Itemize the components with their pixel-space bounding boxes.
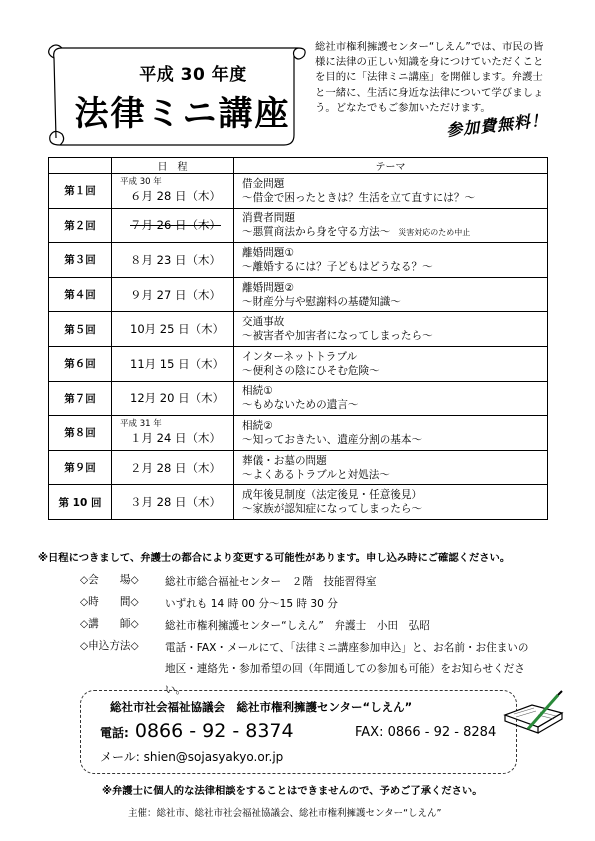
session-date-cell: [112, 174, 234, 209]
session-theme-text: ～借金で困ったときは？生活を立て直すには？～: [242, 191, 476, 204]
session-theme-text: ～よくあるトラブルと対処法～: [242, 468, 390, 481]
session-date: ８月 23 日（木）: [130, 252, 221, 267]
contact-organization: 総社市社会福祉協議会 総社市権利擁護センター“しえん”: [110, 700, 413, 714]
session-date: 12月 20 日（木）: [130, 391, 225, 406]
session-number: 第１回: [49, 174, 112, 209]
session-theme-title: 成年後見制度（法定後見・任意後見）: [242, 489, 423, 502]
table-row: [49, 450, 548, 485]
header-theme: テーマ: [234, 158, 548, 174]
schedule-table: [48, 157, 548, 520]
session-theme-text: ～財産分与や慰謝料の基礎知識～: [242, 295, 401, 308]
session-date: ９月 27 日（木）: [130, 287, 221, 302]
contact-email[interactable]: メール: shien@sojasyakyo.or.jp: [100, 750, 284, 764]
cancel-note: 災害対応のため中止: [398, 227, 471, 237]
table-row: [49, 381, 548, 416]
session-theme-subtitle: [242, 364, 546, 378]
session-date-cell: [112, 485, 234, 520]
session-theme-subtitle: [242, 502, 546, 516]
session-theme-title: 離婚問題①: [242, 246, 294, 259]
session-theme-cell: [234, 277, 548, 312]
session-theme-title: 相続②: [242, 419, 273, 432]
session-theme-text: ～便利さの陰にひそむ危険～: [242, 364, 380, 377]
session-date-cell: [112, 416, 234, 451]
table-row: [49, 416, 548, 451]
session-theme-text: ～被害者や加害者になってしまったら～: [242, 330, 433, 343]
free-admission-label: 参加費無料！: [445, 110, 549, 140]
session-theme-cell: [234, 243, 548, 278]
session-theme-cell: [234, 450, 548, 485]
session-number: 第６回: [49, 346, 112, 381]
session-date: 10月 25 日（木）: [130, 322, 225, 337]
session-theme-text: ～家族が認知症になってしまったら～: [242, 503, 423, 516]
session-theme-cell: [234, 346, 548, 381]
session-number: 第 10 回: [49, 485, 112, 520]
phone-label: 電話:: [100, 726, 129, 740]
session-theme-title: インターネットトラブル: [242, 350, 358, 363]
session-theme-cell: [234, 485, 548, 520]
session-theme-cell: [234, 312, 548, 347]
session-theme-subtitle: [242, 398, 546, 412]
session-number: 第２回: [49, 208, 112, 243]
contact-phone: [100, 720, 294, 742]
session-theme-cell: [234, 208, 548, 243]
session-theme-text: ～悪質商法から身を守る方法～: [242, 225, 391, 238]
session-date: １月 24 日（木）: [130, 431, 221, 446]
session-theme-cell: [234, 174, 548, 209]
session-date: ３月 28 日（木）: [130, 495, 221, 510]
session-date-cell: [112, 277, 234, 312]
header-number: [49, 158, 112, 174]
info-value: 電話・FAX・メールにて、「法律ミニ講座参加申込」と、お名前・お住まいの地区・連絡先・参加希望の回（年間通しての参加も可能）をお知らせください。: [165, 642, 529, 696]
session-date-cell: [112, 381, 234, 416]
session-date-cell: [112, 312, 234, 347]
info-lecturer: [80, 616, 550, 638]
table-row: [49, 346, 548, 381]
session-theme-cell: [234, 381, 548, 416]
session-number: 第３回: [49, 243, 112, 278]
sponsor-line: 主催：総社市、総社市社会福祉協議会、総社市権利擁護センター“しえん”: [128, 808, 442, 819]
session-theme-title: 借金問題: [242, 177, 285, 190]
info-label: ◇申込方法◇: [80, 640, 139, 652]
session-number: 第７回: [49, 381, 112, 416]
info-value: 総社市権利擁護センター“しえん” 弁護士 小田 弘昭: [165, 620, 430, 632]
session-theme-subtitle: [242, 295, 546, 309]
session-date: 11月 15 日（木）: [130, 356, 225, 371]
session-number: 第４回: [49, 277, 112, 312]
session-theme-subtitle: [242, 191, 546, 205]
info-label: ◇会 場◇: [80, 574, 139, 586]
phone-number[interactable]: 0866 - 92 - 8374: [134, 720, 294, 742]
table-header-row: [49, 158, 548, 174]
no-consultation-notice: ※弁護士に個人的な法律相談をすることはできませんので、予めご了承ください。: [102, 785, 483, 797]
session-date-cell: [112, 208, 234, 243]
table-row: [49, 174, 548, 209]
table-row: [49, 485, 548, 520]
info-time: [80, 594, 550, 616]
session-era: 平成 30 年: [120, 177, 162, 188]
session-number: 第５回: [49, 312, 112, 347]
session-theme-title: 離婚問題②: [242, 281, 294, 294]
schedule-change-notice: ※日程につきまして、弁護士の都合により変更する可能性があります。申し込み時にご確認ください。: [38, 552, 511, 564]
session-date-cell: [112, 450, 234, 485]
session-theme-text: ～もめないための遺言～: [242, 399, 359, 412]
table-row: [49, 312, 548, 347]
table-row: [49, 277, 548, 312]
info-venue: [80, 572, 550, 594]
session-number: 第９回: [49, 450, 112, 485]
session-date: ２月 28 日（木）: [130, 460, 221, 475]
session-theme-title: 消費者問題: [242, 211, 295, 224]
session-date-cell: [112, 346, 234, 381]
info-value: いずれも 14 時 00 分～15 時 30 分: [165, 598, 338, 610]
session-date: ７月 26 日（木）: [130, 218, 221, 233]
banner-era-title: 平成 30 年度: [139, 65, 247, 85]
session-theme-subtitle: [242, 468, 546, 482]
info-label: ◇時 間◇: [80, 596, 139, 608]
table-row: [49, 208, 548, 243]
session-theme-text: ～離婚するには？子どもはどうなる？～: [242, 260, 433, 273]
session-theme-cell: [234, 416, 548, 451]
session-date-cell: [112, 243, 234, 278]
event-info: [80, 572, 550, 704]
session-theme-subtitle: [242, 433, 546, 447]
page-title: 法律ミニ講座: [74, 94, 291, 134]
session-theme-text: ～知っておきたい、遺産分割の基本～: [242, 433, 423, 446]
book-pen-icon: [500, 685, 570, 745]
info-value: 総社市総合福祉センター ２階 技能習得室: [165, 576, 377, 588]
table-row: [49, 243, 548, 278]
info-label: ◇講 師◇: [80, 618, 139, 630]
session-theme-title: 相続①: [242, 385, 273, 398]
header-date: 日 程: [112, 158, 234, 174]
session-era: 平成 31 年: [120, 419, 162, 430]
session-theme-title: 葬儀・お墓の問題: [242, 454, 327, 467]
contact-fax: FAX: 0866 - 92 - 8284: [355, 725, 497, 740]
session-theme-subtitle: [242, 329, 546, 343]
session-theme-subtitle: [242, 260, 546, 274]
session-theme-title: 交通事故: [242, 316, 285, 329]
session-number: 第８回: [49, 416, 112, 451]
intro-text: 総社市権利擁護センター“しえん”では、市民の皆様に法律の正しい知識を身につけていただくことを目的に「法律ミニ講座」を開催します。弁護士と一緒に、生活に身近な法律について学びましょう。どなたでもご参加いただけます。: [315, 41, 544, 114]
session-theme-subtitle: [242, 225, 546, 240]
session-date: ６月 28 日（木）: [130, 189, 221, 204]
